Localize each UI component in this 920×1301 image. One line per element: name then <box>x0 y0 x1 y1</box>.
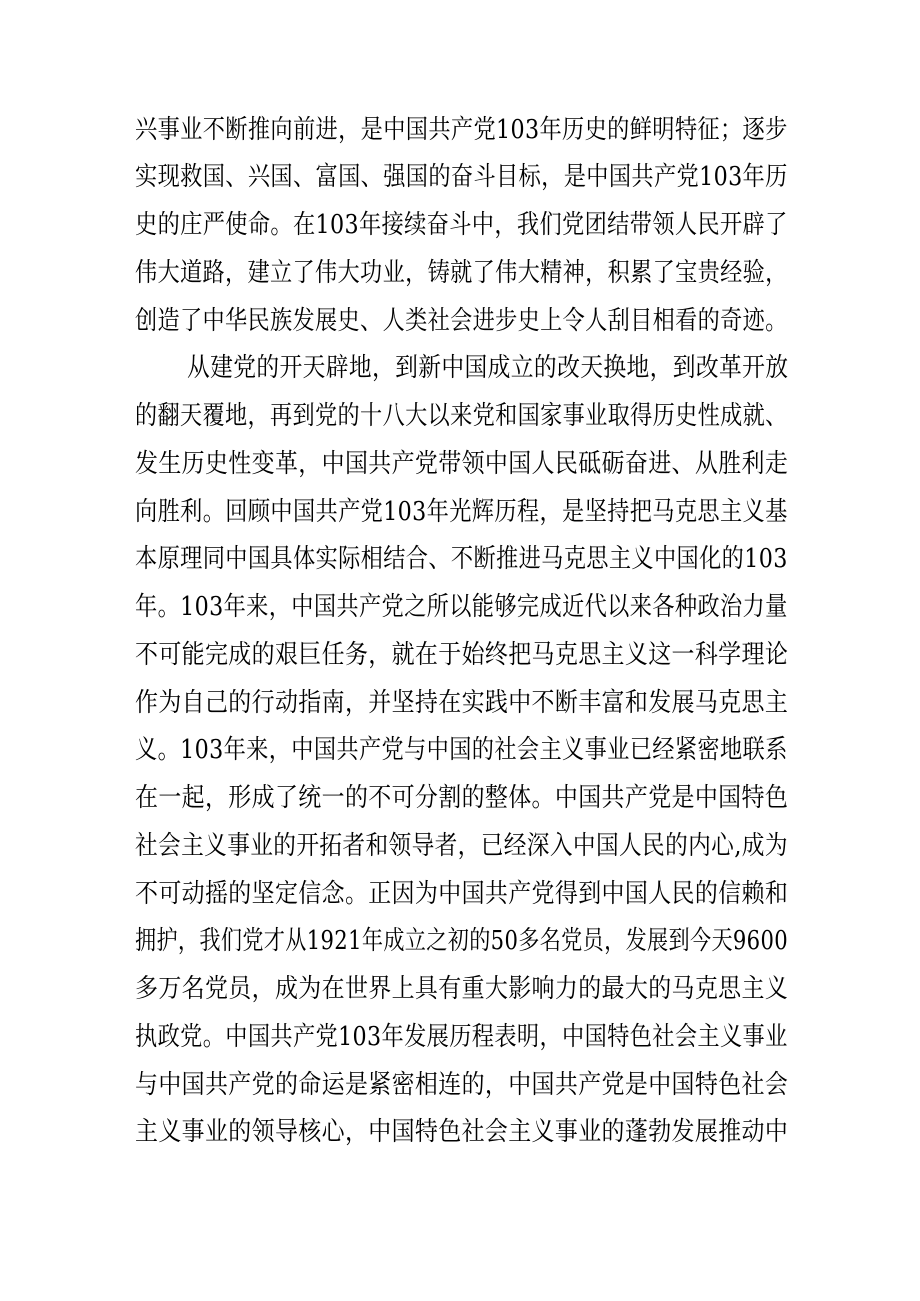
text-line: 在一起，形成了统一的不可分割的整体。中国共产党是中国特色 <box>135 783 789 813</box>
paragraph-first-line: 从建党的开天辟地，到新中国成立的改天换地，到改革开放 <box>187 353 789 383</box>
text-line: 主义事业的领导核心，中国特色社会主义事业的蓬勃发展推动中 <box>135 1117 789 1147</box>
text-line: 不可动摇的坚定信念。正因为中国共产党得到中国人民的信赖和 <box>135 879 789 909</box>
text-line: 发生历史性变革，中国共产党带领中国人民砥砺奋进、从胜利走 <box>135 449 789 479</box>
text-line: 拥护，我们党才从1921年成立之初的50多名党员，发展到今天9600 <box>135 926 789 956</box>
text-line: 不可能完成的艰巨任务，就在于始终把马克思主义这一科学理论 <box>135 640 789 670</box>
text-line: 社会主义事业的开拓者和领导者，已经深入中国人民的内心,成为 <box>135 831 788 861</box>
text-line: 实现救国、兴国、富国、强国的奋斗目标，是中国共产党103年历 <box>135 162 788 192</box>
text-line: 的翻天覆地，再到党的十八大以来党和国家事业取得历史性成就、 <box>135 401 788 431</box>
text-line: 向胜利。回顾中国共产党103年光辉历程，是坚持把马克思主义基 <box>135 497 788 527</box>
text-line: 年。103年来，中国共产党之所以能够完成近代以来各种政治力量 <box>135 592 788 622</box>
text-line: 兴事业不断推向前进，是中国共产党103年历史的鲜明特征；逐步 <box>135 115 788 145</box>
text-line: 义。103年来，中国共产党与中国的社会主义事业已经紧密地联系 <box>135 735 788 765</box>
text-line: 史的庄严使命。在103年接续奋斗中，我们党团结带领人民开辟了 <box>135 210 788 240</box>
text-line: 作为自己的行动指南，并坚持在实践中不断丰富和发展马克思主 <box>135 688 789 718</box>
text-line: 与中国共产党的命运是紧密相连的，中国共产党是中国特色社会 <box>135 1070 789 1100</box>
text-line: 本原理同中国具体实际相结合、不断推进马克思主义中国化的103 <box>135 544 788 574</box>
text-line: 伟大道路，建立了伟大功业，铸就了伟大精神，积累了宝贵经验， <box>135 258 788 288</box>
text-line: 执政党。中国共产党103年发展历程表明，中国特色社会主义事业 <box>135 1022 788 1052</box>
text-line: 多万名党员，成为在世界上具有重大影响力的最大的马克思主义 <box>135 974 789 1004</box>
text-line: 创造了中华民族发展史、人类社会进步史上令人刮目相看的奇迹。 <box>135 306 788 336</box>
